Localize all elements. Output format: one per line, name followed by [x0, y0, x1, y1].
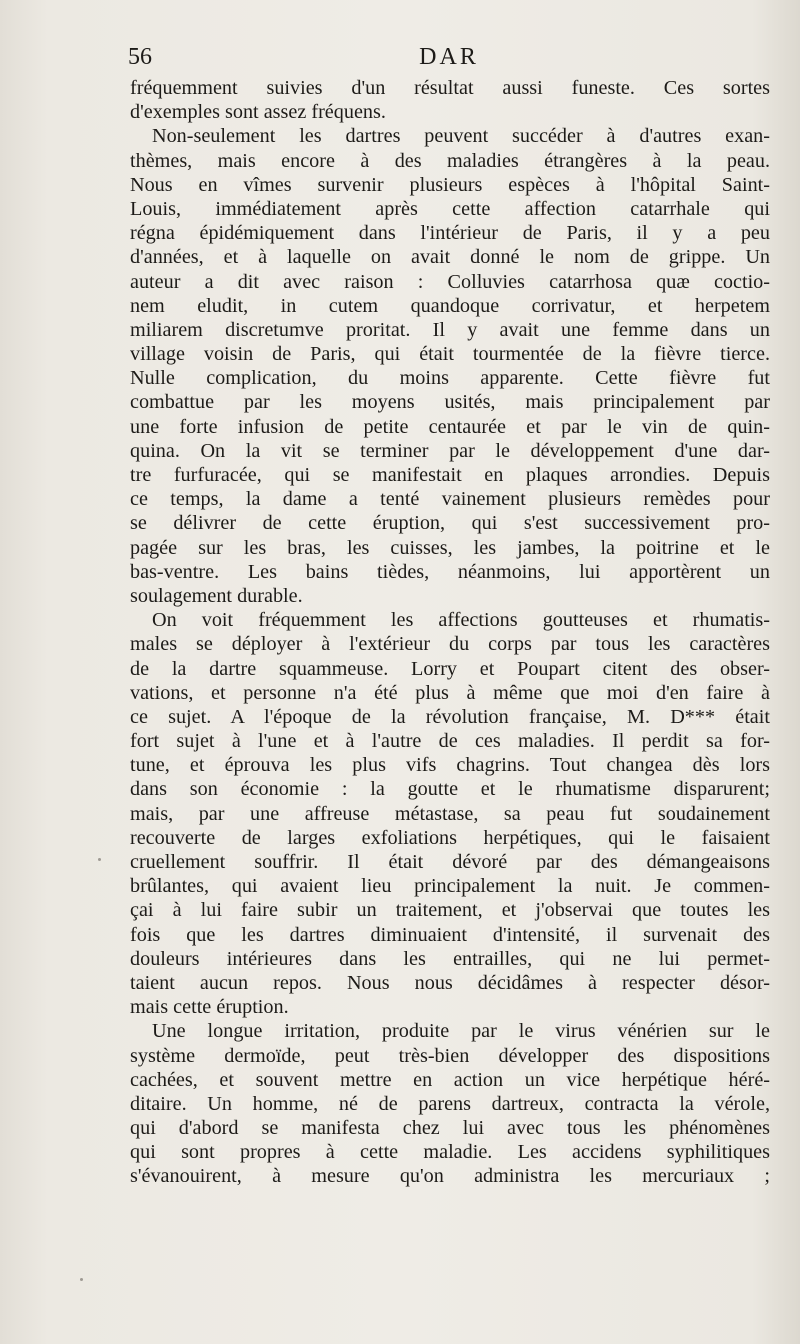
text-line: Nulle complication, du moins apparente. Cette fièvre fut [130, 367, 770, 390]
text-line: qui sont propres à cette maladie. Les accidens syphilitiques [130, 1141, 770, 1164]
text-line: ce temps, la dame a tenté vainement plusieurs remèdes pour [130, 488, 770, 511]
text-line: régna épidémiquement dans l'intérieur de Paris, il y a peu [130, 222, 770, 245]
text-line: fort sujet à l'une et à l'autre de ces maladies. Il perdit sa for- [130, 730, 770, 753]
text-line: thèmes, mais encore à des maladies étrangères à la peau. [130, 149, 770, 172]
text-line: males se déployer à l'extérieur du corps par tous les caractères [130, 633, 770, 656]
text-line: système dermoïde, peut très-bien développer des dispositions [130, 1044, 770, 1067]
text-line: taient aucun repos. Nous nous décidâmes à respecter désor- [130, 971, 770, 994]
text-line: cachées, et souvent mettre en action un vice herpétique héré- [130, 1068, 770, 1091]
paragraph-start-line: Non-seulement les dartres peuvent succéder à d'autres exan- [152, 125, 770, 148]
text-line: nem eludit, in cutem quandoque corrivatur, et herpetem [130, 294, 770, 317]
page-number: 56 [128, 44, 152, 70]
text-line: village voisin de Paris, qui était tourmentée de la fièvre tierce. [130, 343, 770, 366]
text-line: une forte infusion de petite centaurée et par le vin de quin- [130, 415, 770, 438]
text-line: quina. On la vit se terminer par le développement d'une dar- [130, 439, 770, 462]
text-line: brûlantes, qui avaient lieu principalement la nuit. Je commen- [130, 875, 770, 898]
text-line: dans son économie : la goutte et le rhumatisme disparurent; [130, 778, 770, 801]
text-line: fréquemment suivies d'un résultat aussi funeste. Ces sortes [130, 77, 770, 99]
text-line: de la dartre squammeuse. Lorry et Poupart citent des obser- [130, 657, 770, 680]
text-line: Louis, immédiatement après cette affection catarrhale qui [130, 197, 770, 220]
body-text [130, 76, 770, 1189]
text-line: d'années, et à laquelle on avait donné le nom de grippe. Un [130, 246, 770, 269]
text-line: miliarem discretumve proritat. Il y avait une femme dans un [130, 318, 770, 341]
text-line: vations, et personne n'a été plus à même que moi d'en faire à [130, 681, 770, 704]
text-line: tune, et éprouva les plus vifs chagrins. Tout changea dès lors [130, 754, 770, 777]
text-line: soulagement durable. [130, 584, 303, 607]
paper-speck [98, 858, 101, 861]
text-line: combattue par les moyens usités, mais principalement par [130, 391, 770, 414]
text-line: mais cette éruption. [130, 996, 289, 1019]
text-line: çai à lui faire subir un traitement, et j'observai que toutes les [130, 899, 770, 922]
text-line: auteur a dit avec raison : Colluvies catarrhosa quæ coctio- [130, 270, 770, 293]
text-line: Nous en vîmes survenir plusieurs espèces à l'hôpital Saint- [130, 173, 770, 196]
page-header [128, 44, 770, 74]
text-line: tre furfuracée, qui se manifestait en plaques arrondies. Depuis [130, 464, 770, 486]
text-line: qui d'abord se manifesta chez lui avec tous les phénomènes [130, 1117, 770, 1140]
text-line: fois que les dartres diminuaient d'intensité, il survenait des [130, 923, 770, 946]
text-line: douleurs intérieures dans les entrailles, qui ne lui permet- [130, 947, 770, 970]
paragraph-start-line: On voit fréquemment les affections goutteuses et rhumatis- [152, 609, 770, 632]
text-line: ditaire. Un homme, né de parens dartreux, contracta la vérole, [130, 1092, 770, 1115]
text-line: pagée sur les bras, les cuisses, les jambes, la poitrine et le [130, 536, 770, 559]
text-line: cruellement souffrir. Il était dévoré par des démangeaisons [130, 851, 770, 873]
paper-speck [80, 1278, 83, 1281]
text-line: recouverte de larges exfoliations herpétiques, qui le faisaient [130, 826, 770, 849]
text-line: bas-ventre. Les bains tièdes, néanmoins, lui apportèrent un [130, 560, 770, 583]
text-line: mais, par une affreuse métastase, sa peau fut soudainement [130, 802, 770, 825]
paragraph-start-line: Une longue irritation, produite par le virus vénérien sur le [152, 1020, 770, 1043]
text-line: se délivrer de cette éruption, qui s'est successivement pro- [130, 512, 770, 535]
text-line: d'exemples sont assez fréquens. [130, 101, 386, 124]
running-head: DAR [419, 44, 479, 70]
text-line: s'évanouirent, à mesure qu'on administra les mercuriaux ; [130, 1165, 770, 1188]
text-line: ce sujet. A l'époque de la révolution française, M. D*** était [130, 705, 770, 728]
